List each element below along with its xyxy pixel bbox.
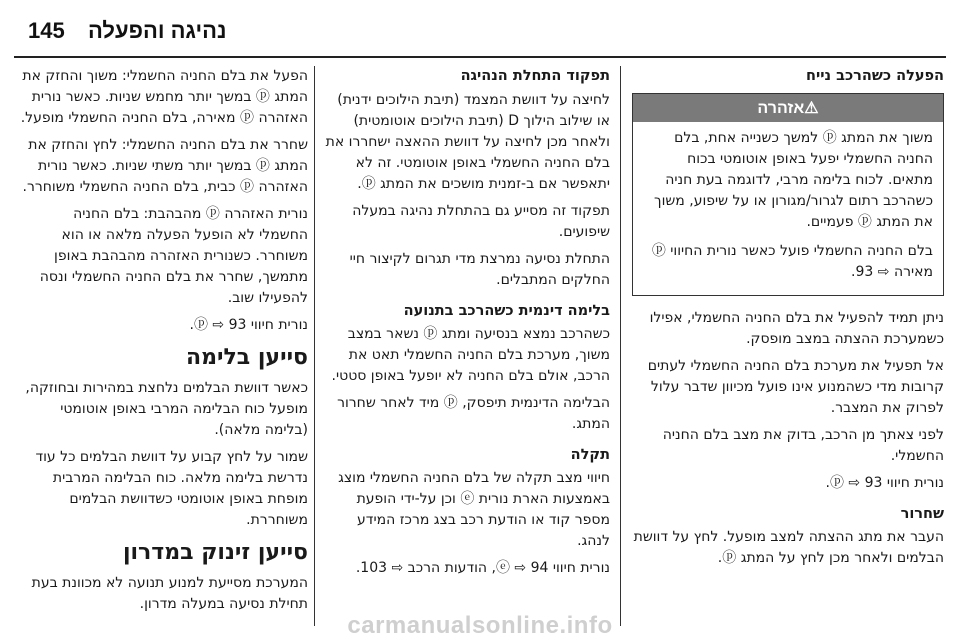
section-title-brake-assist: סייען בלימה <box>185 345 308 370</box>
warning-box <box>632 93 944 296</box>
section-title-drive-away: תפקוד התחלת הנהיגה <box>460 68 610 84</box>
paragraph: כאשר דוושת הבלמים נלחצת במהירות ובחוזקה, מופעל כוח הבלימה המרבי באופן אוטומטי (בלימה מלאה). <box>25 380 308 438</box>
warning-text-2: בלם החניה החשמלי פועל כאשר נורית החיווי ⓟ מאירה ⇨ 93. <box>651 243 933 280</box>
subheading-fault: תקלה <box>570 447 610 463</box>
section-title-stationary: הפעלה כשהרכב נייח <box>805 68 944 84</box>
paragraph: שמור על לחץ קבוע על דוושת הבלמים כל עוד נדרשת בלימה מלאה. כוח הבלימה המרבית מופחת באופן אוטומטי כשדוושת הבלמים משוחררת. <box>35 449 308 528</box>
paragraph: תפקוד זה מסייע גם בהתחלת נהיגה במעלה שיפועים. <box>352 203 610 240</box>
cross-reference: נורית חיווי ⓟ ⇨ 93. <box>189 317 308 333</box>
paragraph: העבר את מתג ההצתה למצב מופעל. לחץ על דוושת הבלמים ולאחר מכן לחץ על המתג ⓟ. <box>633 529 944 566</box>
warning-body <box>633 122 943 295</box>
column-divider-left <box>314 66 315 626</box>
warning-header: ⚠אזהרה <box>633 94 943 122</box>
paragraph: התחלת נסיעה נמרצת מדי תגרום לקיצור חיי החלקים המתבלים. <box>349 251 610 288</box>
paragraph: הבלימה הדינמית תיפסק, ⓟ מיד לאחר שחרור המתג. <box>337 395 610 432</box>
watermark-text: carmanualsonline.info <box>347 612 613 639</box>
paragraph: שחרר את בלם החניה החשמלי: לחץ והחזק את המתג ⓟ במשך יותר משתי שניות. כאשר נורית האזהרה ⓟ כבית, בלם החניה החשמלי משוחרר. <box>22 137 308 195</box>
middle-column <box>320 66 610 626</box>
section-title-hill-start-assist: סייען זינוק במדרון <box>122 540 308 565</box>
chapter-title: נהיגה והפעלה <box>88 18 227 43</box>
paragraph: הפעל את בלם החניה החשמלי: משוך והחזק את המתג ⓟ במשך יותר מחמש שניות. כאשר נורית האזהרה ⓟ מאירה, בלם החניה החשמלי מופעל. <box>20 68 308 126</box>
paragraph: ניתן תמיד להפעיל את בלם החניה החשמלי, אפילו כשמערכת ההצתה במצב מופסק. <box>649 310 944 347</box>
paragraph: לפני צאתך מן הרכב, בדוק את מצב בלם החניה החשמלי. <box>662 427 944 464</box>
warning-text-1: משוך את המתג ⓟ למשך כשנייה אחת, בלם החניה החשמלי יפעל באופן אוטומטי בכוח מתאים. לכוח בלימה מרבי, לדוגמה בעת חניה כשהרכב רתום לגרור/מגורון או על שיפוע, משוך את המתג ⓟ פעמיים. <box>654 130 933 230</box>
subheading-release: שחרור <box>900 506 944 522</box>
page-number: 145 <box>28 18 65 43</box>
column-divider-right <box>620 66 621 626</box>
paragraph: אל תפעיל את מערכת בלם החניה החשמלי לעתים קרובות מדי כשהמנוע אינו פועל מכיוון שדבר עלול לפרוק את המצבר. <box>647 358 944 416</box>
paragraph: נורית האזהרה ⓟ מהבהבת: בלם החניה החשמלי לא הופעל הפעלה מלאה או הוא משוחרר. כשנורית האזהרה מהבהבת באופן מתמשך, שחרר את בלם החניה החשמלי ונסה להפעילו שוב. <box>39 206 308 306</box>
left-column <box>20 66 308 626</box>
subheading-dynamic-braking: בלימה דינמית כשהרכב בתנועה <box>403 303 610 319</box>
page-header <box>0 0 960 60</box>
cross-reference: נורית חיווי ⓟ ⇨ 93. <box>825 475 944 491</box>
header-divider <box>14 56 946 58</box>
paragraph: לחיצה על דוושת המצמד (תיבת הילוכים ידנית) או שילוב הילוך D (תיבת הילוכים אוטומטית) ולאחר מכן לחיצה על דוושת ההאצה ישחררו את בלם החניה החשמלי באופן אוטומטי. זה לא יתאפשר אם ב-זמנית מושכים את המתג ⓟ. <box>325 92 610 192</box>
paragraph: כשהרכב נמצא בנסיעה ומתג ⓟ נשאר במצב משוך, מערכת בלם החניה החשמלי תאט את הרכב, אולם בלם החניה לא יופעל באופן סטטי. <box>331 326 610 384</box>
paragraph: המערכת מסייעת למנוע תנועה לא מכוונת בעת תחילת נסיעה במעלה מדרון. <box>31 575 308 612</box>
paragraph: חיווי מצב תקלה של בלם החניה החשמלי מוצג באמצעות הארת נורית ⓔ וכן על-ידי הופעת מספר קוד או הודעת רכב בצג מרכז המידע לנהג. <box>338 470 610 549</box>
cross-reference: נורית חיווי ⓔ ⇨ 94, הודעות הרכב ⇨ 103. <box>355 560 610 576</box>
right-column <box>632 66 944 626</box>
